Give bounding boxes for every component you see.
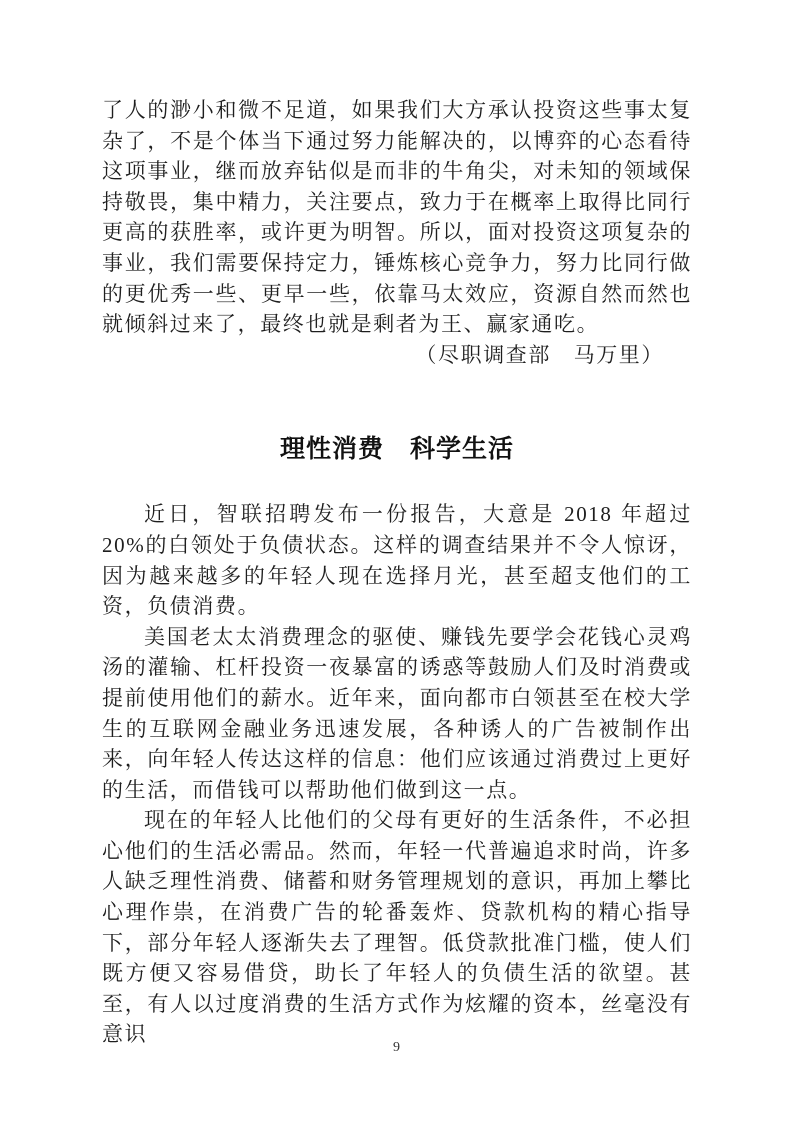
continued-paragraph: 了人的渺小和微不足道，如果我们大方承认投资这些事太复杂了，不是个体当下通过努力能解决的，以博弈的心态看待这项事业，继而放弃钻似是而非的牛角尖，对未知的领域保持敬畏，集中精力，关注要点，致力于在概率上取得比同行更高的获胜率，或许更为明智。所以，面对投资这项复杂的事业，我们需要保持定力，锤炼核心竞争力，努力比同行做的更优秀一些、更早一些，依靠马太效应，资源自然而然也就倾斜过来了，最终也就是剩者为王、赢家通吃。 (102, 98, 692, 337)
article-paragraph-2: 美国老太太消费理念的驱使、赚钱先要学会花钱心灵鸡汤的灌输、杠杆投资一夜暴富的诱惑等鼓励人们及时消费或提前使用他们的薪水。近年来，面向都市白领甚至在校大学生的互联网金融业务迅速发展，各种诱人的广告被制作出来，向年轻人传达这样的信息：他们应该通过消费过上更好的生活，而借钱可以帮助他们做到这一点。 (102, 624, 692, 802)
article-paragraph-1: 近日，智联招聘发布一份报告，大意是 2018 年超过 20%的白领处于负债状态。这样的调查结果并不令人惊讶，因为越来越多的年轻人现在选择月光，甚至超支他们的工资，负债消费。 (102, 502, 692, 619)
signature-line: （尽职调查部 马万里） (415, 342, 664, 367)
article-title: 理性消费 科学生活 (279, 435, 514, 464)
page-number: 9 (393, 1040, 400, 1055)
article-paragraph-3: 现在的年轻人比他们的父母有更好的生活条件，不必担心他们的生活必需品。然而，年轻一代普遍追求时尚，许多人缺乏理性消费、储蓄和财务管理规划的意识，再加上攀比心理作祟，在消费广告的轮番轰炸、贷款机构的精心指导下，部分年轻人逐渐失去了理智。低贷款批准门槛，使人们既方便又容易借贷，助长了年轻人的负债生活的欲望。甚至，有人以过度消费的生活方式作为炫耀的资本，丝毫没有意识 (102, 808, 692, 1047)
page-content (102, 95, 692, 1050)
